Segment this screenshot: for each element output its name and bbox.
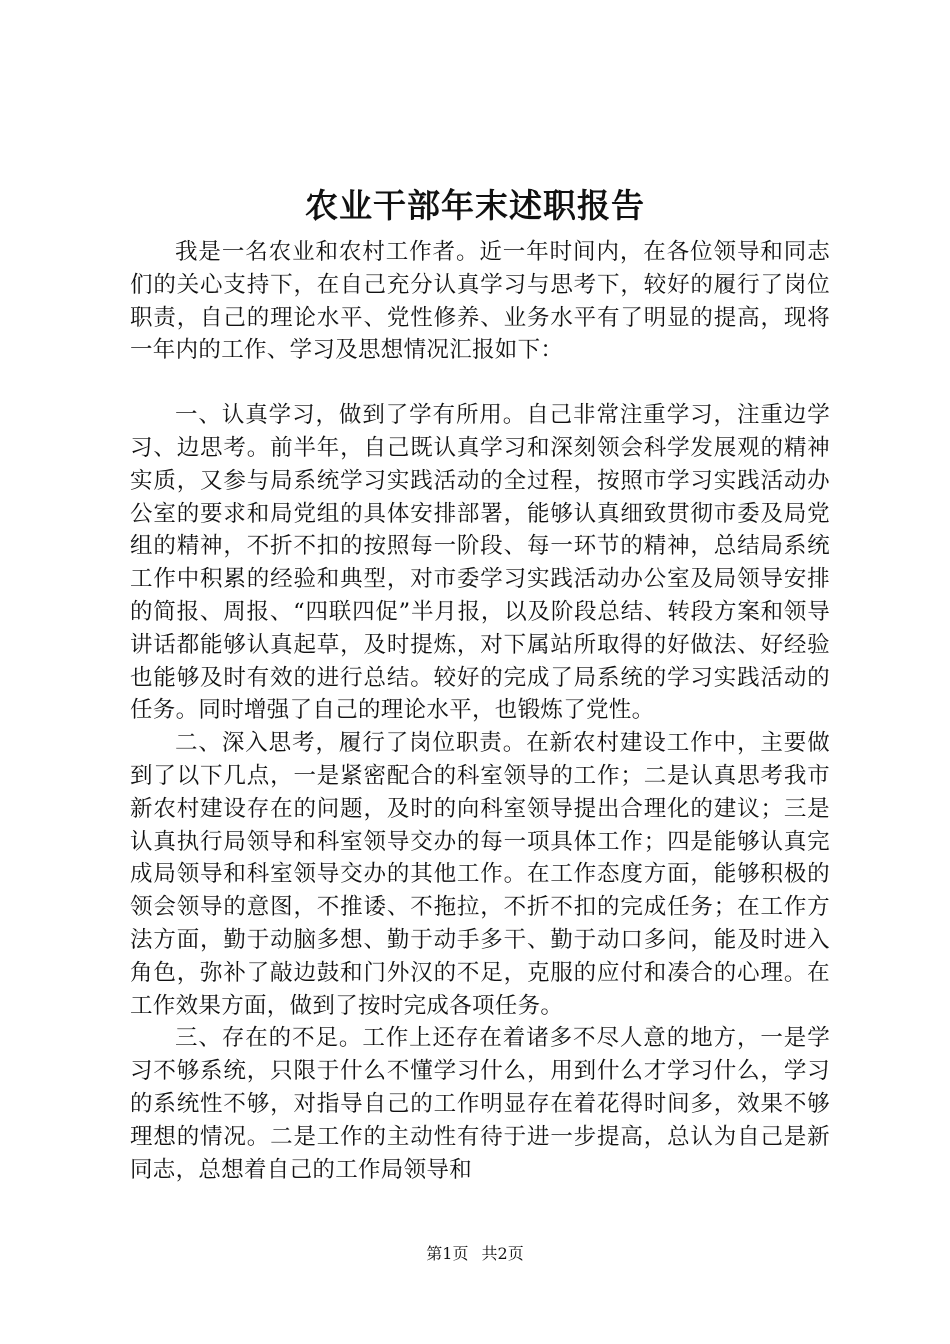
page-footer bbox=[0, 1242, 950, 1266]
page-number-current: 第1页 bbox=[426, 1244, 469, 1263]
paragraph-study: 一、认真学习，做到了学有所用。自己非常注重学习，注重边学习、边思考。前半年，自己既认真学习和深刻领会科学发展观的精神实质，又参与局系统学习实践活动的全过程，按照市学习实践活动办公室的要求和局党组的具体安排部署，能够认真细致贯彻市委及局党组的精神，不折不扣的按照每一阶段、每一环节的精神，总结局系统工作中积累的经验和典型，对市委学习实践活动办公室及局领导安排的简报、周报、“四联四促”半月报，以及阶段总结、转段方案和领导讲话都能够认真起草，及时提炼，对下属站所取得的好做法、好经验也能够及时有效的进行总结。较好的完成了局系统的学习实践活动的任务。同时增强了自己的理论水平，也锻炼了党性。 bbox=[130, 402, 830, 724]
document-title: 农业干部年末述职报告 bbox=[305, 186, 645, 225]
paragraph-intro: 我是一名农业和农村工作者。近一年时间内，在各位领导和同志们的关心支持下，在自己充分认真学习与思考下，较好的履行了岗位职责，自己的理论水平、党性修养、业务水平有了明显的提高，现将一年内的工作、学习及思想情况汇报如下： bbox=[130, 239, 830, 364]
paragraph-duties: 二、深入思考，履行了岗位职责。在新农村建设工作中，主要做到了以下几点，一是紧密配合的科室领导的工作；二是认真思考我市新农村建设存在的问题，及时的向科室领导提出合理化的建议；三是认真执行局领导和科室领导交办的每一项具体工作；四是能够认真完成局领导和科室领导交办的其他工作。在工作态度方面，能够积极的领会领导的意图，不推诿、不拖拉，不折不扣的完成任务；在工作方法方面，勤于动脑多想、勤于动手多干、勤于动口多问，能及时进入角色，弥补了敲边鼓和门外汉的不足，克服的应付和凑合的心理。在工作效果方面，做到了按时完成各项任务。 bbox=[130, 730, 830, 1019]
page-number-total: 共2页 bbox=[481, 1244, 524, 1263]
paragraph-shortcomings: 三、存在的不足。工作上还存在着诸多不尽人意的地方，一是学习不够系统，只限于什么不懂学习什么，用到什么才学习什么，学习的系统性不够，对指导自己的工作明显存在着花得时间多，效果不够理想的情况。二是工作的主动性有待于进一步提高，总认为自己是新同志，总想着自己的工作局领导和 bbox=[130, 1025, 830, 1183]
document-body bbox=[130, 236, 830, 1186]
